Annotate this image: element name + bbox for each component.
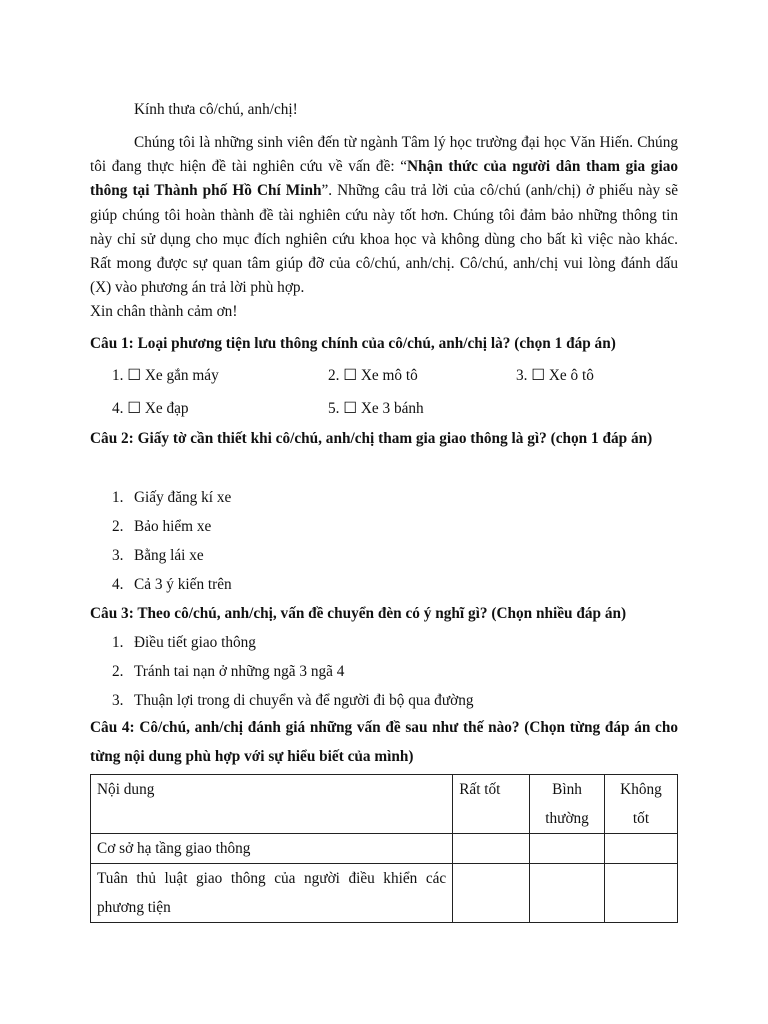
answer-cell-normal[interactable] [530, 864, 605, 923]
research-topic: Nhận thức của người dân tham gia giao thông tại Thành phố Hồ Chí Minh [90, 158, 678, 200]
q3-title [90, 599, 678, 628]
q3-item-3-label: Thuận lợi trong di chuyển và để người đi bộ qua đường [134, 692, 474, 709]
q3-title-rest: : Theo cô/chú, anh/chị, vấn đề chuyển đèn có ý nghĩ gì? (Chọn nhiều đáp án) [128, 605, 627, 622]
q2-item-2-label: Bảo hiểm xe [134, 518, 212, 535]
table-header-row [91, 775, 678, 834]
intro-paragraph [90, 131, 678, 300]
q1-option-1[interactable]: 1. ☐ Xe gắn máy [112, 367, 219, 384]
greeting: Kính thưa cô/chú, anh/chị! [134, 101, 298, 118]
row-label: Cơ sở hạ tầng giao thông [91, 834, 453, 864]
table-row [91, 834, 678, 864]
q1-option-4[interactable]: 4. ☐ Xe đạp [112, 400, 189, 417]
row-label: Tuân thủ luật giao thông của người điều khiển các phương tiện [91, 864, 453, 923]
q2-item-4-label: Cả 3 ý kiến trên [134, 576, 232, 593]
q2-item-3-number: 3. [112, 547, 124, 564]
q2-item-4-number: 4. [112, 576, 124, 593]
q2-item-1[interactable] [112, 486, 231, 510]
q4-title: Câu 4: Cô/chú, anh/chị đánh giá những vấn đề sau như thế nào? (Chọn từng đáp án cho từng nội dung phù hợp với sự hiểu biết của mình) [90, 719, 678, 765]
q1-options [90, 364, 678, 424]
q3-item-2[interactable] [112, 660, 344, 684]
answer-cell-normal[interactable] [530, 834, 605, 864]
answer-cell-not-good[interactable] [605, 834, 678, 864]
q3-item-2-number: 2. [112, 663, 124, 680]
q3-item-2-label: Tránh tai nạn ở những ngã 3 ngã 4 [134, 663, 345, 680]
evaluation-table [90, 774, 678, 923]
q2-title: Câu 2: Giấy tờ cần thiết khi cô/chú, anh/chị tham gia giao thông là gì? (chọn 1 đáp án) [90, 430, 653, 447]
header-not-good: Không tốt [605, 775, 678, 834]
answer-cell-very-good[interactable] [453, 834, 530, 864]
q2-item-1-label: Giấy đăng kí xe [134, 489, 232, 506]
q1-option-3[interactable]: 3. ☐ Xe ô tô [516, 367, 594, 384]
q3-label: Câu 3 [90, 605, 129, 622]
q3-item-1[interactable] [112, 631, 256, 655]
answer-cell-not-good[interactable] [605, 864, 678, 923]
q2-item-3-label: Bằng lái xe [134, 547, 204, 564]
thanks-line: Xin chân thành cảm ơn! [90, 303, 238, 320]
q3-item-3-number: 3. [112, 692, 124, 709]
answer-cell-very-good[interactable] [453, 864, 530, 923]
q2-item-2[interactable] [112, 515, 211, 539]
header-content: Nội dung [91, 775, 453, 834]
table-row [91, 864, 678, 923]
q2-item-2-number: 2. [112, 518, 124, 535]
q2-list [90, 486, 678, 596]
q2-item-4[interactable] [112, 573, 232, 597]
q1-option-2[interactable]: 2. ☐ Xe mô tô [328, 367, 418, 384]
q1-option-5[interactable]: 5. ☐ Xe 3 bánh [328, 400, 424, 417]
header-very-good: Rất tốt [453, 775, 530, 834]
q2-item-3[interactable] [112, 544, 204, 568]
q3-item-3[interactable] [112, 689, 474, 713]
intro-part2: ”. Những câu trả lời của cô/chú (anh/chị) ở phiếu này sẽ giúp chúng tôi hoàn thành đề tài nghiên cứu này tốt hơn. Chúng tôi đảm bảo những thông tin này chỉ sử dụng cho mục đích nghiên cứu khoa học và không dùng cho bất kì việc nào khác. Rất mong được sự quan tâm giúp đỡ của cô/chú, anh/chị. Cô/chú, anh/chị vui lòng đánh dấu (X) vào phương án trả lời phù hợp. [90, 182, 678, 297]
header-normal: Bình thường [530, 775, 605, 834]
q1-title: Câu 1: Loại phương tiện lưu thông chính của cô/chú, anh/chị là? (chọn 1 đáp án) [90, 335, 616, 352]
q3-item-1-label: Điều tiết giao thông [134, 634, 256, 651]
q3-list [90, 631, 678, 711]
q3-item-1-number: 1. [112, 634, 124, 651]
intro-part1: Chúng tôi là những sinh viên đến từ ngành Tâm lý học trường đại học Văn Hiến. Chúng tôi đang thực hiện đề tài nghiên cứu về vấn đề: “ [90, 134, 678, 176]
q2-item-1-number: 1. [112, 489, 124, 506]
